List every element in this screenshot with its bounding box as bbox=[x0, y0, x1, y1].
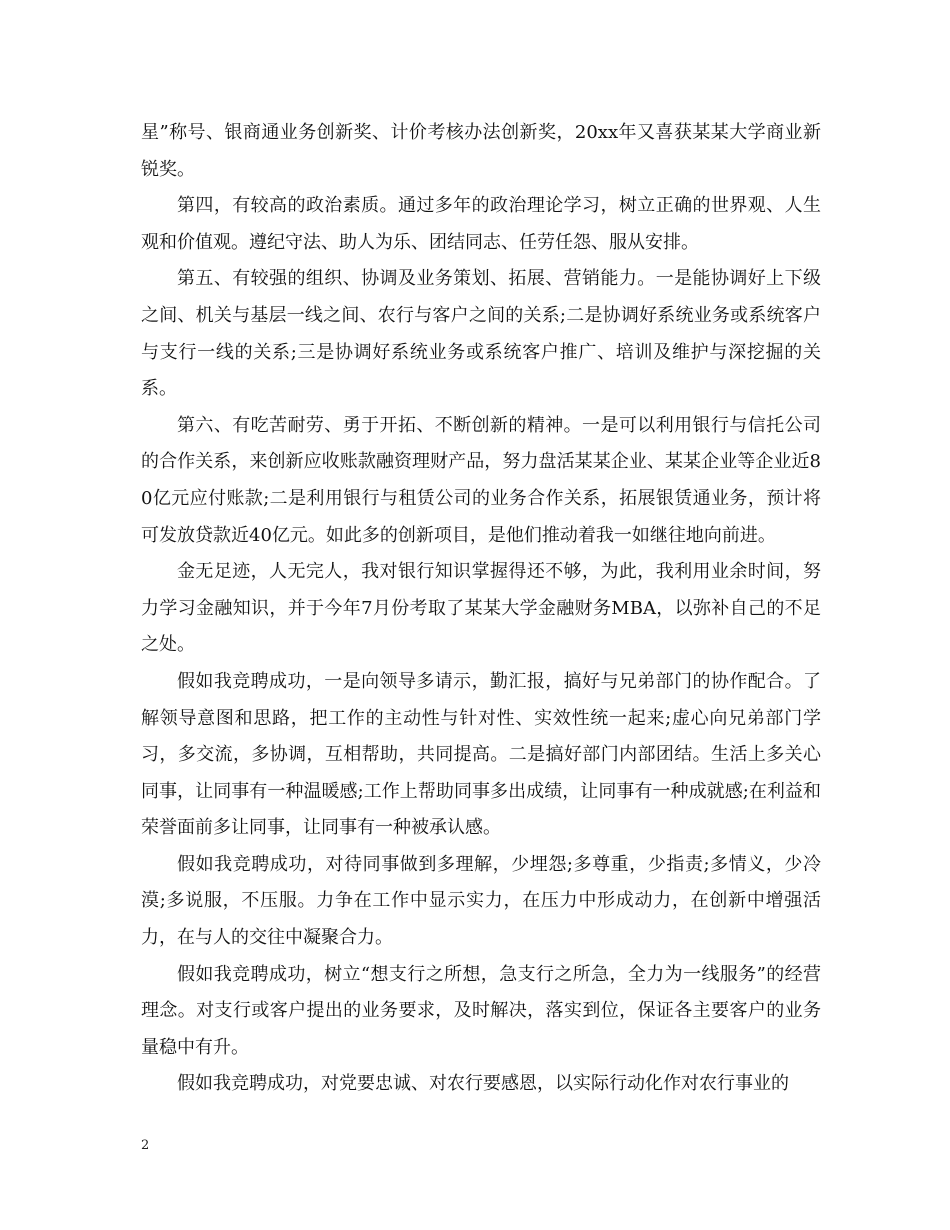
paragraph: 第四，有较高的政治素质。通过多年的政治理论学习，树立正确的世界观、人生观和价值观。遵纪守法、助人为乐、团结同志、任劳任怨、服从安排。 bbox=[141, 195, 821, 253]
paragraph: 第六、有吃苦耐劳、勇于开拓、不断创新的精神。一是可以利用银行与信托公司的合作关系，来创新应收账款融资理财产品，努力盘活某某企业、某某企业等企业近80亿元应付账款;二是利用银行与租赁公司的业务合作关系，拓展银赁通业务，预计将可发放贷款近40亿元。如此多的创新项目，是他们推动着我一如继往地向前进。 bbox=[141, 414, 821, 546]
page-number: 2 bbox=[141, 1138, 150, 1153]
paragraph: 假如我竞聘成功，对党要忠诚、对农行要感恩，以实际行动化作对农行事业的 bbox=[177, 1073, 789, 1095]
document-body bbox=[141, 115, 821, 1103]
paragraph: 星”称号、银商通业务创新奖、计价考核办法创新奖，20xx年又喜获某某大学商业新锐奖。 bbox=[141, 122, 821, 180]
paragraph: 金无足迹，人无完人，我对银行知识掌握得还不够，为此，我利用业余时间，努力学习金融知识，并于今年7月份考取了某某大学金融财务MBA，以弥补自己的不足之处。 bbox=[141, 561, 821, 656]
paragraph: 第五、有较强的组织、协调及业务策划、拓展、营销能力。一是能协调好上下级之间、机关与基层一线之间、农行与客户之间的关系;二是协调好系统业务或系统客户与支行一线的关系;三是协调好系统业务或系统客户推广、培训及维护与深挖掘的关系。 bbox=[141, 268, 821, 400]
paragraph: 假如我竞聘成功，对待同事做到多理解，少埋怨;多尊重，少指责;多情义，少冷漠;多说服，不压服。力争在工作中显示实力，在压力中形成动力，在创新中增强活力，在与人的交往中凝聚合力。 bbox=[141, 853, 821, 949]
paragraph: 假如我竞聘成功，一是向领导多请示，勤汇报，搞好与兄弟部门的协作配合。了解领导意图和思路，把工作的主动性与针对性、实效性统一起来;虚心向兄弟部门学习，多交流，多协调，互相帮助，共同提高。二是搞好部门内部团结。生活上多关心同事，让同事有一种温暖感;工作上帮助同事多出成绩，让同事有一种成就感;在利益和荣誉面前多让同事，让同事有一种被承认感。 bbox=[141, 670, 821, 839]
paragraph: 假如我竞聘成功，树立“想支行之所想，急支行之所急，全力为一线服务”的经营理念。对支行或客户提出的业务要求，及时解决，落实到位，保证各主要客户的业务量稳中有升。 bbox=[141, 963, 821, 1058]
